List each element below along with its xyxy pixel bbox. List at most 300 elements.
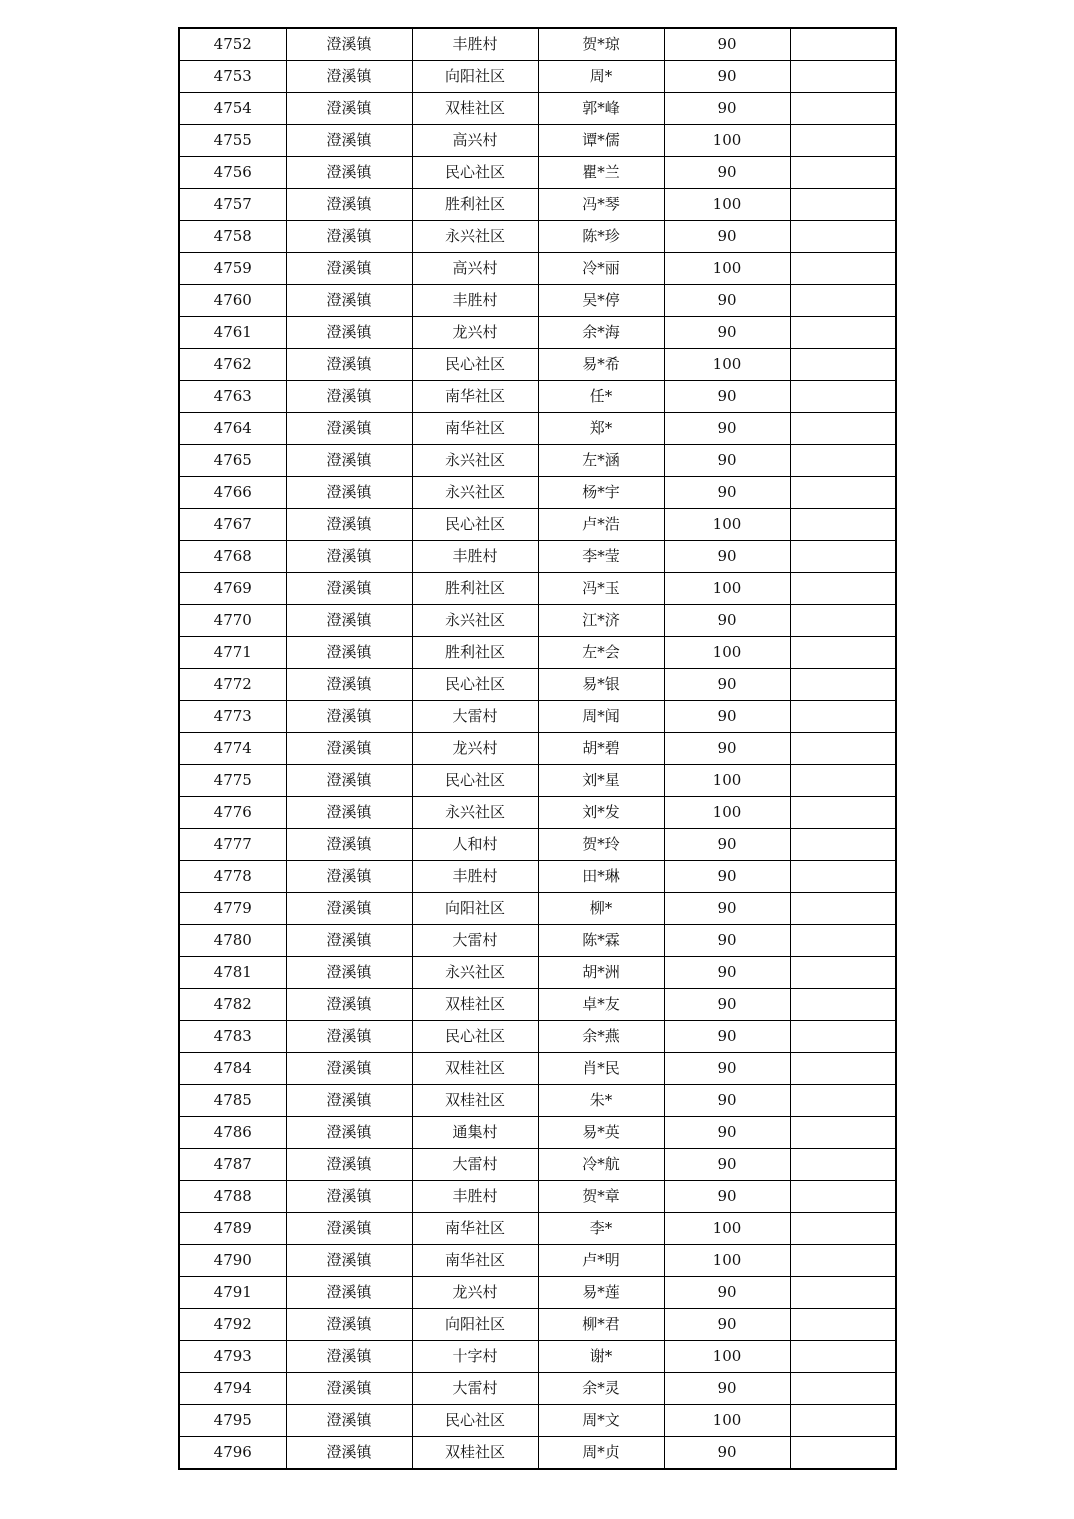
cell-town: 澄溪镇 — [286, 1149, 412, 1181]
cell-note — [790, 253, 896, 285]
cell-note — [790, 1277, 896, 1309]
cell-name: 左*会 — [538, 637, 664, 669]
cell-name: 郑* — [538, 413, 664, 445]
cell-name: 周*贞 — [538, 1437, 664, 1470]
cell-village: 民心社区 — [412, 349, 538, 381]
cell-id: 4767 — [179, 509, 286, 541]
table-row — [179, 989, 896, 1021]
cell-id: 4780 — [179, 925, 286, 957]
cell-id: 4789 — [179, 1213, 286, 1245]
cell-id: 4772 — [179, 669, 286, 701]
cell-village: 人和村 — [412, 829, 538, 861]
cell-score: 90 — [664, 61, 790, 93]
cell-id: 4792 — [179, 1309, 286, 1341]
table-row — [179, 1149, 896, 1181]
cell-note — [790, 1341, 896, 1373]
cell-village: 向阳社区 — [412, 1309, 538, 1341]
cell-name: 余*灵 — [538, 1373, 664, 1405]
cell-village: 民心社区 — [412, 669, 538, 701]
cell-village: 永兴社区 — [412, 445, 538, 477]
cell-name: 冷*丽 — [538, 253, 664, 285]
table-row — [179, 1373, 896, 1405]
cell-name: 冯*玉 — [538, 573, 664, 605]
cell-note — [790, 1053, 896, 1085]
cell-town: 澄溪镇 — [286, 1085, 412, 1117]
cell-id: 4774 — [179, 733, 286, 765]
cell-town: 澄溪镇 — [286, 1117, 412, 1149]
cell-name: 胡*碧 — [538, 733, 664, 765]
cell-town: 澄溪镇 — [286, 93, 412, 125]
cell-village: 高兴村 — [412, 253, 538, 285]
table-row — [179, 477, 896, 509]
cell-village: 丰胜村 — [412, 28, 538, 61]
table-row — [179, 1341, 896, 1373]
table-row — [179, 861, 896, 893]
table-row — [179, 189, 896, 221]
table-row — [179, 285, 896, 317]
cell-id: 4785 — [179, 1085, 286, 1117]
cell-note — [790, 1149, 896, 1181]
cell-note — [790, 1245, 896, 1277]
cell-note — [790, 989, 896, 1021]
cell-town: 澄溪镇 — [286, 61, 412, 93]
cell-name: 周*闻 — [538, 701, 664, 733]
cell-id: 4790 — [179, 1245, 286, 1277]
cell-town: 澄溪镇 — [286, 1341, 412, 1373]
cell-village: 十字村 — [412, 1341, 538, 1373]
table-row — [179, 125, 896, 157]
table-row — [179, 28, 896, 61]
table-row — [179, 701, 896, 733]
cell-note — [790, 381, 896, 413]
cell-id: 4766 — [179, 477, 286, 509]
table-row — [179, 221, 896, 253]
cell-score: 90 — [664, 925, 790, 957]
cell-town: 澄溪镇 — [286, 477, 412, 509]
cell-score: 100 — [664, 1341, 790, 1373]
cell-note — [790, 669, 896, 701]
cell-town: 澄溪镇 — [286, 189, 412, 221]
table-row — [179, 733, 896, 765]
cell-score: 100 — [664, 1245, 790, 1277]
cell-village: 向阳社区 — [412, 893, 538, 925]
table-row — [179, 1405, 896, 1437]
cell-score: 90 — [664, 605, 790, 637]
cell-note — [790, 797, 896, 829]
cell-village: 丰胜村 — [412, 861, 538, 893]
cell-name: 周*文 — [538, 1405, 664, 1437]
cell-note — [790, 157, 896, 189]
cell-score: 100 — [664, 253, 790, 285]
cell-id: 4752 — [179, 28, 286, 61]
table-row — [179, 829, 896, 861]
cell-village: 胜利社区 — [412, 573, 538, 605]
cell-score: 90 — [664, 1149, 790, 1181]
cell-name: 李*莹 — [538, 541, 664, 573]
cell-score: 100 — [664, 1405, 790, 1437]
cell-note — [790, 829, 896, 861]
cell-id: 4793 — [179, 1341, 286, 1373]
cell-note — [790, 477, 896, 509]
cell-town: 澄溪镇 — [286, 989, 412, 1021]
cell-id: 4794 — [179, 1373, 286, 1405]
cell-note — [790, 637, 896, 669]
table-row — [179, 541, 896, 573]
cell-name: 易*银 — [538, 669, 664, 701]
cell-town: 澄溪镇 — [286, 605, 412, 637]
cell-name: 易*英 — [538, 1117, 664, 1149]
cell-note — [790, 1405, 896, 1437]
cell-village: 南华社区 — [412, 1245, 538, 1277]
table-row — [179, 381, 896, 413]
cell-score: 90 — [664, 893, 790, 925]
cell-town: 澄溪镇 — [286, 413, 412, 445]
cell-village: 大雷村 — [412, 1373, 538, 1405]
cell-name: 周* — [538, 61, 664, 93]
table-row — [179, 1181, 896, 1213]
cell-id: 4788 — [179, 1181, 286, 1213]
cell-score: 90 — [664, 1437, 790, 1470]
cell-town: 澄溪镇 — [286, 445, 412, 477]
cell-name: 余*海 — [538, 317, 664, 349]
cell-village: 南华社区 — [412, 1213, 538, 1245]
cell-name: 贺*琼 — [538, 28, 664, 61]
cell-score: 90 — [664, 1021, 790, 1053]
cell-village: 民心社区 — [412, 765, 538, 797]
cell-score: 90 — [664, 861, 790, 893]
cell-village: 龙兴村 — [412, 317, 538, 349]
cell-id: 4756 — [179, 157, 286, 189]
table-row — [179, 349, 896, 381]
cell-town: 澄溪镇 — [286, 157, 412, 189]
cell-id: 4795 — [179, 1405, 286, 1437]
cell-note — [790, 1437, 896, 1470]
cell-score: 90 — [664, 1277, 790, 1309]
cell-id: 4762 — [179, 349, 286, 381]
cell-score: 100 — [664, 573, 790, 605]
cell-town: 澄溪镇 — [286, 637, 412, 669]
cell-name: 刘*发 — [538, 797, 664, 829]
cell-note — [790, 1373, 896, 1405]
table-row — [179, 509, 896, 541]
cell-score: 90 — [664, 477, 790, 509]
cell-town: 澄溪镇 — [286, 765, 412, 797]
cell-village: 龙兴村 — [412, 733, 538, 765]
cell-town: 澄溪镇 — [286, 733, 412, 765]
cell-id: 4768 — [179, 541, 286, 573]
cell-village: 胜利社区 — [412, 189, 538, 221]
cell-village: 高兴村 — [412, 125, 538, 157]
cell-score: 100 — [664, 509, 790, 541]
cell-name: 易*希 — [538, 349, 664, 381]
cell-village: 民心社区 — [412, 1405, 538, 1437]
cell-town: 澄溪镇 — [286, 573, 412, 605]
table-row — [179, 157, 896, 189]
cell-name: 冯*琴 — [538, 189, 664, 221]
cell-score: 90 — [664, 669, 790, 701]
cell-id: 4757 — [179, 189, 286, 221]
table-row — [179, 605, 896, 637]
cell-village: 民心社区 — [412, 509, 538, 541]
cell-town: 澄溪镇 — [286, 829, 412, 861]
cell-village: 双桂社区 — [412, 1085, 538, 1117]
cell-note — [790, 1213, 896, 1245]
cell-name: 谢* — [538, 1341, 664, 1373]
cell-town: 澄溪镇 — [286, 1373, 412, 1405]
cell-score: 90 — [664, 989, 790, 1021]
cell-note — [790, 413, 896, 445]
cell-score: 90 — [664, 93, 790, 125]
cell-id: 4784 — [179, 1053, 286, 1085]
cell-id: 4771 — [179, 637, 286, 669]
cell-score: 90 — [664, 1085, 790, 1117]
cell-id: 4764 — [179, 413, 286, 445]
cell-note — [790, 957, 896, 989]
table-row — [179, 893, 896, 925]
table-row — [179, 61, 896, 93]
cell-name: 朱* — [538, 1085, 664, 1117]
table-row — [179, 317, 896, 349]
table-row — [179, 957, 896, 989]
cell-town: 澄溪镇 — [286, 1437, 412, 1470]
table-row — [179, 797, 896, 829]
cell-score: 90 — [664, 413, 790, 445]
cell-note — [790, 765, 896, 797]
cell-town: 澄溪镇 — [286, 1181, 412, 1213]
cell-note — [790, 349, 896, 381]
cell-score: 90 — [664, 157, 790, 189]
cell-score: 90 — [664, 1117, 790, 1149]
cell-note — [790, 445, 896, 477]
cell-village: 向阳社区 — [412, 61, 538, 93]
cell-town: 澄溪镇 — [286, 541, 412, 573]
cell-score: 100 — [664, 349, 790, 381]
cell-name: 余*燕 — [538, 1021, 664, 1053]
cell-id: 4761 — [179, 317, 286, 349]
cell-name: 肖*民 — [538, 1053, 664, 1085]
table-row — [179, 1277, 896, 1309]
cell-score: 90 — [664, 1053, 790, 1085]
cell-score: 90 — [664, 541, 790, 573]
cell-id: 4773 — [179, 701, 286, 733]
cell-id: 4779 — [179, 893, 286, 925]
cell-name: 杨*宇 — [538, 477, 664, 509]
cell-town: 澄溪镇 — [286, 285, 412, 317]
cell-village: 永兴社区 — [412, 957, 538, 989]
cell-id: 4769 — [179, 573, 286, 605]
cell-note — [790, 1309, 896, 1341]
cell-town: 澄溪镇 — [286, 1053, 412, 1085]
cell-town: 澄溪镇 — [286, 1245, 412, 1277]
cell-note — [790, 541, 896, 573]
cell-name: 陈*珍 — [538, 221, 664, 253]
table-row — [179, 1245, 896, 1277]
cell-village: 永兴社区 — [412, 605, 538, 637]
cell-town: 澄溪镇 — [286, 701, 412, 733]
cell-id: 4776 — [179, 797, 286, 829]
cell-id: 4754 — [179, 93, 286, 125]
cell-village: 南华社区 — [412, 413, 538, 445]
cell-score: 90 — [664, 317, 790, 349]
records-table — [178, 27, 897, 1470]
cell-note — [790, 317, 896, 349]
table-row — [179, 925, 896, 957]
cell-score: 90 — [664, 28, 790, 61]
cell-town: 澄溪镇 — [286, 253, 412, 285]
cell-town: 澄溪镇 — [286, 509, 412, 541]
cell-village: 南华社区 — [412, 381, 538, 413]
cell-id: 4791 — [179, 1277, 286, 1309]
cell-town: 澄溪镇 — [286, 925, 412, 957]
cell-village: 永兴社区 — [412, 797, 538, 829]
cell-score: 100 — [664, 637, 790, 669]
cell-village: 丰胜村 — [412, 541, 538, 573]
cell-name: 左*涵 — [538, 445, 664, 477]
cell-name: 江*济 — [538, 605, 664, 637]
cell-note — [790, 893, 896, 925]
cell-score: 90 — [664, 221, 790, 253]
table-row — [179, 1213, 896, 1245]
cell-village: 大雷村 — [412, 925, 538, 957]
cell-score: 90 — [664, 733, 790, 765]
cell-note — [790, 1117, 896, 1149]
cell-name: 陈*霖 — [538, 925, 664, 957]
cell-name: 刘*星 — [538, 765, 664, 797]
cell-note — [790, 125, 896, 157]
cell-village: 丰胜村 — [412, 1181, 538, 1213]
cell-note — [790, 189, 896, 221]
cell-village: 双桂社区 — [412, 989, 538, 1021]
cell-id: 4781 — [179, 957, 286, 989]
cell-town: 澄溪镇 — [286, 893, 412, 925]
table-row — [179, 1053, 896, 1085]
cell-name: 卓*友 — [538, 989, 664, 1021]
cell-score: 90 — [664, 829, 790, 861]
cell-note — [790, 733, 896, 765]
table-row — [179, 765, 896, 797]
cell-town: 澄溪镇 — [286, 1405, 412, 1437]
cell-score: 90 — [664, 1309, 790, 1341]
table-row — [179, 93, 896, 125]
cell-name: 卢*明 — [538, 1245, 664, 1277]
cell-village: 永兴社区 — [412, 221, 538, 253]
cell-village: 通集村 — [412, 1117, 538, 1149]
table-row — [179, 253, 896, 285]
cell-id: 4753 — [179, 61, 286, 93]
cell-town: 澄溪镇 — [286, 797, 412, 829]
cell-score: 90 — [664, 1181, 790, 1213]
table-row — [179, 1021, 896, 1053]
cell-name: 卢*浩 — [538, 509, 664, 541]
cell-id: 4777 — [179, 829, 286, 861]
cell-town: 澄溪镇 — [286, 669, 412, 701]
cell-id: 4758 — [179, 221, 286, 253]
cell-id: 4778 — [179, 861, 286, 893]
cell-note — [790, 1181, 896, 1213]
cell-score: 100 — [664, 797, 790, 829]
cell-town: 澄溪镇 — [286, 381, 412, 413]
cell-town: 澄溪镇 — [286, 317, 412, 349]
cell-town: 澄溪镇 — [286, 1309, 412, 1341]
cell-score: 100 — [664, 1213, 790, 1245]
table-row — [179, 1437, 896, 1470]
records-table-body — [179, 28, 896, 1469]
cell-name: 胡*洲 — [538, 957, 664, 989]
cell-note — [790, 605, 896, 637]
cell-score: 90 — [664, 701, 790, 733]
cell-id: 4783 — [179, 1021, 286, 1053]
cell-score: 90 — [664, 285, 790, 317]
cell-score: 90 — [664, 1373, 790, 1405]
cell-name: 任* — [538, 381, 664, 413]
cell-name: 贺*章 — [538, 1181, 664, 1213]
table-row — [179, 1309, 896, 1341]
cell-name: 吴*停 — [538, 285, 664, 317]
cell-id: 4765 — [179, 445, 286, 477]
table-row — [179, 445, 896, 477]
cell-village: 民心社区 — [412, 1021, 538, 1053]
cell-village: 胜利社区 — [412, 637, 538, 669]
cell-score: 100 — [664, 765, 790, 797]
cell-id: 4782 — [179, 989, 286, 1021]
cell-score: 100 — [664, 125, 790, 157]
cell-name: 李* — [538, 1213, 664, 1245]
cell-village: 永兴社区 — [412, 477, 538, 509]
cell-village: 双桂社区 — [412, 1053, 538, 1085]
cell-town: 澄溪镇 — [286, 957, 412, 989]
cell-score: 90 — [664, 445, 790, 477]
cell-name: 易*莲 — [538, 1277, 664, 1309]
table-row — [179, 573, 896, 605]
cell-note — [790, 1021, 896, 1053]
cell-town: 澄溪镇 — [286, 1277, 412, 1309]
cell-town: 澄溪镇 — [286, 1213, 412, 1245]
cell-score: 100 — [664, 189, 790, 221]
table-row — [179, 1117, 896, 1149]
cell-town: 澄溪镇 — [286, 1021, 412, 1053]
cell-id: 4759 — [179, 253, 286, 285]
cell-village: 双桂社区 — [412, 93, 538, 125]
cell-id: 4755 — [179, 125, 286, 157]
cell-note — [790, 509, 896, 541]
cell-town: 澄溪镇 — [286, 28, 412, 61]
cell-id: 4796 — [179, 1437, 286, 1470]
cell-id: 4786 — [179, 1117, 286, 1149]
cell-town: 澄溪镇 — [286, 221, 412, 253]
cell-id: 4787 — [179, 1149, 286, 1181]
cell-note — [790, 861, 896, 893]
cell-score: 90 — [664, 957, 790, 989]
cell-village: 丰胜村 — [412, 285, 538, 317]
cell-note — [790, 93, 896, 125]
cell-note — [790, 573, 896, 605]
cell-id: 4760 — [179, 285, 286, 317]
cell-name: 谭*儒 — [538, 125, 664, 157]
table-row — [179, 637, 896, 669]
cell-note — [790, 1085, 896, 1117]
table-row — [179, 669, 896, 701]
cell-town: 澄溪镇 — [286, 861, 412, 893]
cell-name: 柳* — [538, 893, 664, 925]
cell-id: 4763 — [179, 381, 286, 413]
cell-id: 4775 — [179, 765, 286, 797]
cell-village: 大雷村 — [412, 701, 538, 733]
cell-note — [790, 61, 896, 93]
cell-village: 双桂社区 — [412, 1437, 538, 1470]
cell-name: 冷*航 — [538, 1149, 664, 1181]
cell-id: 4770 — [179, 605, 286, 637]
cell-name: 柳*君 — [538, 1309, 664, 1341]
